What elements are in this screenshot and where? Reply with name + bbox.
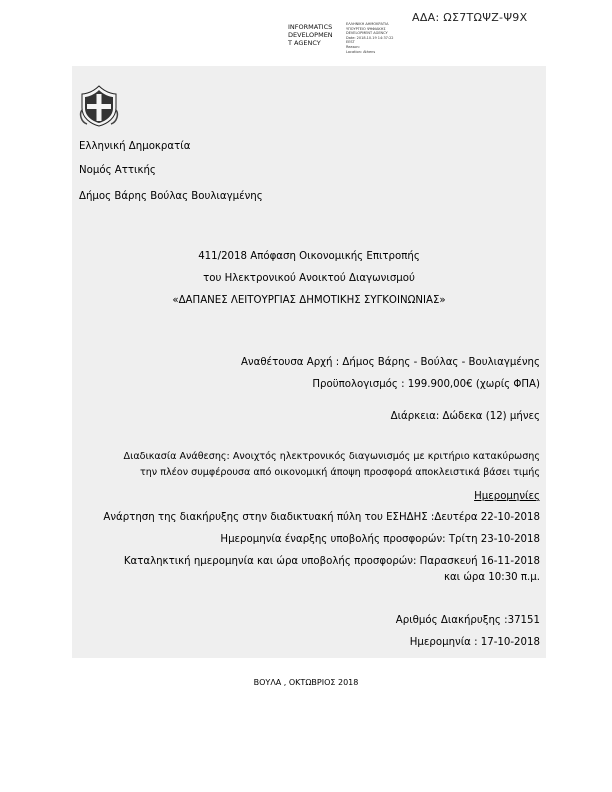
date-posting: Ανάρτηση της διακήρυξης στην διαδικτυακή πύλη του ΕΣΗΔΗΣ :Δευτέρα 22-10-2018 (103, 512, 540, 523)
ada-code: ΑΔΑ: ΩΣ7ΤΩΨΖ-Ψ9Χ (412, 11, 528, 24)
agency-logo-line: INFORMATICS (288, 23, 333, 31)
digital-signature-text (346, 22, 406, 54)
signature-line: EEST (346, 40, 355, 45)
header-republic: Ελληνική Δημοκρατία (79, 141, 191, 152)
signature-line: Reason: (346, 44, 360, 49)
agency-logo-text (288, 23, 333, 47)
contracting-authority: Αναθέτουσα Αρχή : Δήμος Βάρης - Βούλας - Βουλιαγμένης (240, 357, 540, 368)
signature-line: DEVELOPMENT AGENCY (346, 31, 388, 36)
date-deadline-line-2: και ώρα 10:30 π.μ. (443, 572, 540, 583)
declaration-number: Αριθμός Διακήρυξης :37151 (395, 615, 540, 626)
signature-line: Date: 2018.10.19 14:37:22 (346, 35, 394, 40)
title-subject: «ΔΑΠΑΝΕΣ ΛΕΙΤΟΥΡΓΙΑΣ ΔΗΜΟΤΙΚΗΣ ΣΥΓΚΟΙΝΩΝΙΑΣ» (172, 295, 446, 306)
date-start: Ημερομηνία έναρξης υποβολής προσφορών: Τρίτη 23-10-2018 (220, 534, 540, 545)
signature-line: ΥΠΟΥΡΓΕΙΟ ΨΗΦΙΑΚΗΣ (346, 26, 386, 31)
title-tender: του Ηλεκτρονικού Ανοικτού Διαγωνισμού (203, 273, 415, 284)
signature-line: ΕΛΛΗΝΙΚΗ ΔΗΜΟΚΡΑΤΙΑ (346, 22, 389, 26)
title-decision: 411/2018 Απόφαση Οικονομικής Επιτροπής (198, 251, 420, 262)
procedure-line-2: την πλέον συμφέρουσα από οικονομική άποψη προσφορά αποκλειστικά βάσει τιμής (139, 467, 540, 478)
declaration-date: Ημερομηνία : 17-10-2018 (409, 637, 540, 648)
footer-place-date: ΒΟΥΛΑ , ΟΚΤΩΒΡΙΟΣ 2018 (253, 678, 359, 687)
budget: Προϋπολογισμός : 199.900,00€ (χωρίς ΦΠΑ) (312, 379, 540, 390)
date-deadline-line-1: Καταληκτική ημερομηνία και ώρα υποβολής προσφορών: Παρασκευή 16-11-2018 (123, 556, 540, 567)
procedure-line-1: Διαδικασία Ανάθεσης: Ανοιχτός ηλεκτρονικός διαγωνισμός με κριτήριο κατακύρωσης (123, 451, 540, 462)
signature-line: Location: Athens (346, 49, 376, 54)
header-municipality: Δήμος Βάρης Βούλας Βουλιαγμένης (79, 191, 263, 202)
header-prefecture: Νομός Αττικής (79, 165, 156, 176)
duration: Διάρκεια: Δώδεκα (12) μήνες (390, 411, 540, 422)
agency-logo-line: DEVELOPMEN (288, 31, 333, 39)
greek-coat-of-arms-emblem (79, 84, 119, 128)
agency-logo-line: T AGENCY (288, 39, 321, 47)
dates-heading: Ημερομηνίες (474, 491, 540, 502)
